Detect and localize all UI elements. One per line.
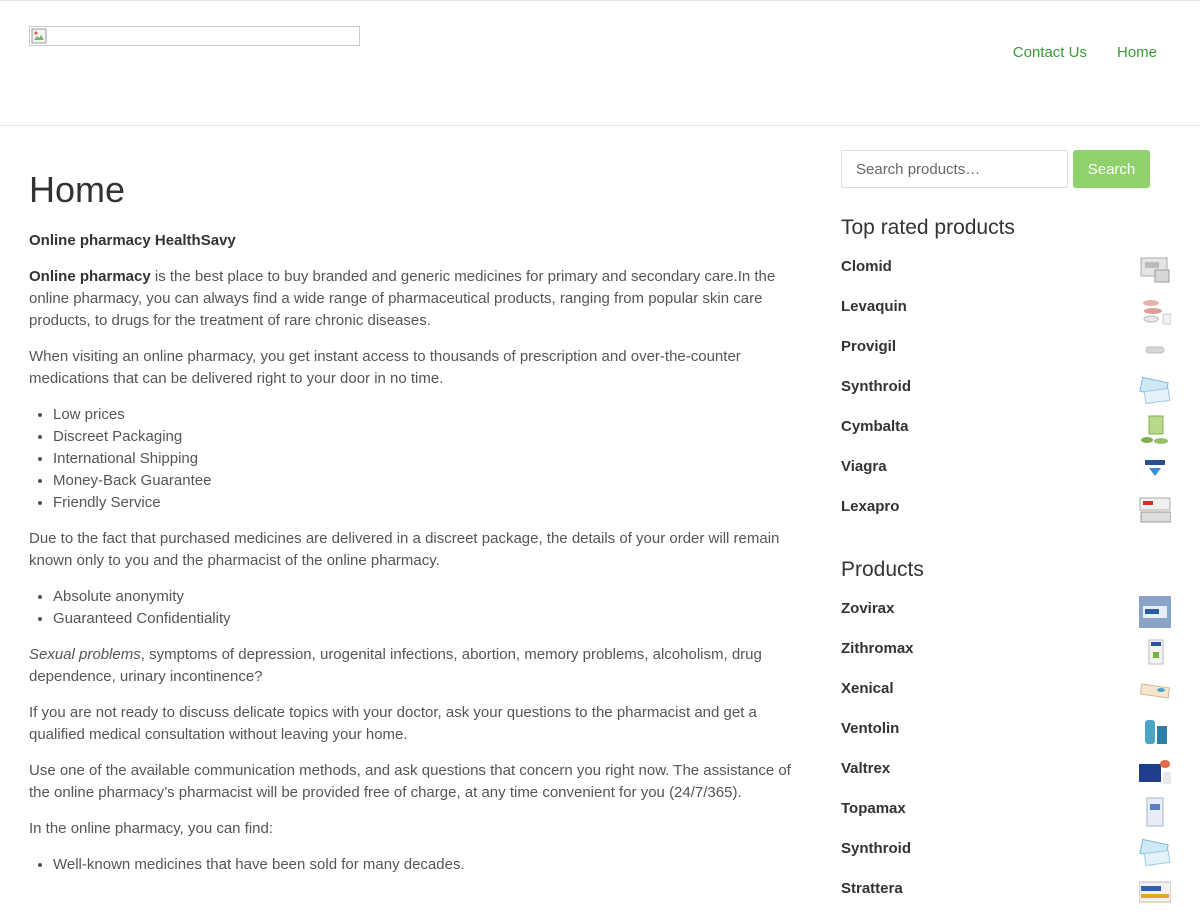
product-thumbnail-icon[interactable]	[1139, 796, 1171, 828]
site-header	[0, 0, 1200, 126]
product-item[interactable]	[841, 374, 1171, 414]
list-item: • Well-known medicines that have been sold for many decades.	[53, 854, 791, 876]
product-item[interactable]	[841, 414, 1171, 454]
paragraph: If you are not ready to discuss delicate topics with your doctor, ask your questions to the pharmacist and get a qualified medical consultation without leaving your home.	[29, 704, 757, 743]
nav-home[interactable]: Home	[1116, 44, 1157, 61]
main-content	[29, 126, 791, 890]
product-name[interactable]: Cymbalta	[841, 418, 909, 435]
pharmacy-strong: Online pharmacy	[29, 268, 151, 285]
product-thumbnail-icon[interactable]	[1139, 756, 1171, 788]
list-item: • Absolute anonymity	[53, 586, 791, 608]
product-thumbnail-icon[interactable]	[1139, 876, 1171, 908]
product-name[interactable]: Clomid	[841, 258, 892, 275]
intro-heading	[29, 230, 791, 252]
product-thumbnail-icon[interactable]	[1139, 374, 1171, 406]
product-item[interactable]	[841, 636, 1171, 676]
product-thumbnail-icon[interactable]	[1139, 636, 1171, 668]
list-item: • Guaranteed Confidentiality	[53, 608, 791, 630]
product-name[interactable]: Strattera	[841, 880, 903, 897]
product-thumbnail-icon[interactable]	[1139, 414, 1171, 446]
product-name[interactable]: Xenical	[841, 680, 894, 697]
products-list	[841, 596, 1171, 916]
list-item: • Money-Back Guarantee	[53, 470, 791, 492]
product-name[interactable]: Topamax	[841, 800, 906, 817]
list-item: • Discreet Packaging	[53, 426, 791, 448]
product-item[interactable]	[841, 454, 1171, 494]
product-item[interactable]	[841, 676, 1171, 716]
product-name[interactable]: Viagra	[841, 458, 887, 475]
product-name[interactable]: Provigil	[841, 338, 897, 355]
paragraph	[29, 644, 791, 688]
product-item[interactable]	[841, 254, 1171, 294]
product-name[interactable]: Synthroid	[841, 378, 911, 395]
product-thumbnail-icon[interactable]	[1139, 294, 1171, 326]
product-name[interactable]: Ventolin	[841, 720, 900, 737]
site-logo[interactable]	[29, 26, 360, 46]
privacy-list	[53, 586, 791, 630]
paragraph: Use one of the available communication methods, and ask questions that concern you right now. The assistance of the online pharmacy’s pharmacist will be provided free of charge, at any time convenient for you (24/7/365).	[29, 762, 791, 801]
product-thumbnail-icon[interactable]	[1139, 596, 1171, 628]
product-thumbnail-icon[interactable]	[1139, 494, 1171, 526]
nav-contact-us[interactable]: Contact Us	[1012, 44, 1087, 61]
products-title: Products	[841, 558, 924, 581]
product-thumbnail-icon[interactable]	[1139, 254, 1171, 286]
product-thumbnail-icon[interactable]	[1139, 836, 1171, 868]
paragraph-text: is the best place to buy branded and generic medicines for primary and secondary care.In the online pharmacy, you can always find a wide range of pharmaceutical products, ranging from popular skin care products, to drugs for the treatment of rare chronic diseases.	[29, 268, 776, 329]
intro-strong: Online pharmacy HealthSavy	[29, 232, 236, 249]
paragraph-text: , symptoms of depression, urogenital infections, abortion, memory problems, alcoholism, drug dependence, urinary incontinence?	[29, 646, 762, 685]
product-name[interactable]: Zovirax	[841, 600, 895, 617]
product-name[interactable]: Synthroid	[841, 840, 911, 857]
product-name[interactable]: Lexapro	[841, 498, 900, 515]
product-name[interactable]: Zithromax	[841, 640, 914, 657]
product-name[interactable]: Levaquin	[841, 298, 907, 315]
product-item[interactable]	[841, 294, 1171, 334]
list-item: • International Shipping	[53, 448, 791, 470]
top-rated-list	[841, 254, 1171, 534]
paragraph: Due to the fact that purchased medicines are delivered in a discreet package, the details of your order will remain known only to you and the pharmacist of the online pharmacy.	[29, 530, 780, 569]
main-nav	[1013, 43, 1157, 63]
search-button[interactable]: Search	[1073, 150, 1150, 188]
find-list	[53, 854, 791, 876]
product-item[interactable]	[841, 716, 1171, 756]
paragraph: In the online pharmacy, you can find:	[29, 820, 274, 837]
product-thumbnail-icon[interactable]	[1139, 454, 1171, 486]
list-item: • Friendly Service	[53, 492, 791, 514]
sexual-problems-em: Sexual problems	[29, 646, 141, 663]
product-item[interactable]	[841, 796, 1171, 836]
product-search	[841, 150, 1150, 188]
list-item: • Low prices	[53, 404, 791, 426]
paragraph: When visiting an online pharmacy, you get instant access to thousands of prescription and over-the-counter medications that can be delivered right to your door in no time.	[29, 348, 741, 387]
article-body	[29, 230, 791, 876]
product-item[interactable]	[841, 494, 1171, 534]
page-title: Home	[29, 169, 126, 210]
benefits-list	[53, 404, 791, 514]
top-rated-title: Top rated products	[841, 216, 1015, 239]
broken-image-icon	[31, 28, 47, 44]
product-item[interactable]	[841, 836, 1171, 876]
product-item[interactable]	[841, 596, 1171, 636]
search-input[interactable]	[841, 150, 1068, 188]
product-thumbnail-icon[interactable]	[1139, 716, 1171, 748]
product-thumbnail-icon[interactable]	[1139, 676, 1171, 708]
product-item[interactable]	[841, 876, 1171, 916]
product-name[interactable]: Valtrex	[841, 760, 891, 777]
paragraph	[29, 266, 791, 332]
product-item[interactable]	[841, 334, 1171, 374]
product-item[interactable]	[841, 756, 1171, 796]
product-thumbnail-icon[interactable]	[1139, 334, 1171, 366]
